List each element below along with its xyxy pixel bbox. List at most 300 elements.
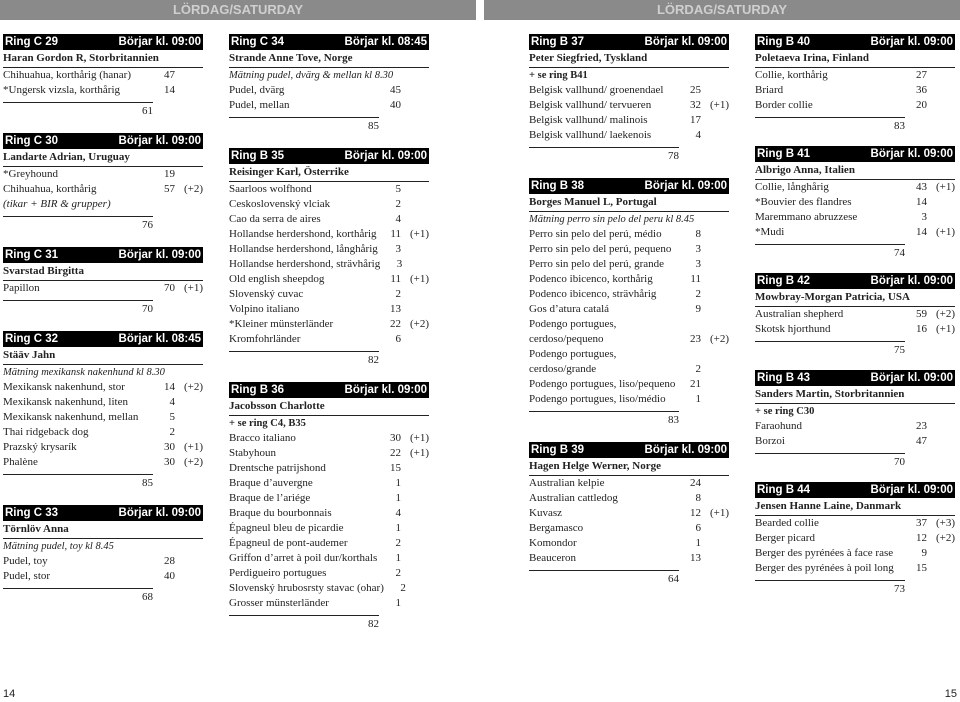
entry-count: 13 (690, 552, 701, 564)
entry-count: 36 (916, 84, 927, 96)
breed-name: Braque d’auvergne (229, 477, 313, 489)
ring-total: 76 (3, 216, 153, 233)
start-time: Börjar kl. 09:00 (118, 135, 201, 147)
extra-count (701, 242, 729, 257)
breed-name: Pudel, toy (3, 555, 48, 567)
extra-count: (+1) (709, 99, 729, 111)
entry-count: 2 (395, 537, 401, 549)
breed-row (755, 195, 955, 210)
schedule-column-4 (755, 34, 955, 597)
breed-row (529, 128, 729, 143)
entry-count: 5 (169, 411, 175, 423)
entry-count: 12 (916, 532, 927, 544)
entry-count: 28 (164, 555, 175, 567)
entry-count: 17 (690, 114, 701, 126)
ring-block (755, 273, 955, 358)
breed-name: Belgisk vallhund/ tervueren (529, 99, 652, 111)
judge-name: Stääv Jahn (3, 347, 203, 365)
breed-name: Belgisk vallhund/ groenendael (529, 84, 664, 96)
entry-count: 9 (695, 303, 701, 315)
entry-count: 47 (164, 69, 175, 81)
ring-total: 85 (229, 117, 379, 134)
extra-count: (+3) (935, 517, 955, 529)
breed-row (755, 180, 955, 195)
schedule-column-2 (229, 34, 429, 632)
breed-row (229, 461, 429, 476)
breed-name: Stabyhoun (229, 447, 277, 459)
page-number-right: 15 (944, 688, 957, 700)
entry-count (153, 197, 175, 212)
extra-count (927, 98, 955, 113)
extra-count (927, 419, 955, 434)
breed-name: Slovenský cuvac (229, 288, 304, 300)
breed-name: Old english sheepdog (229, 273, 325, 285)
entry-count: 3 (695, 258, 701, 270)
breed-row (229, 212, 429, 227)
ring-number: Ring B 43 (757, 372, 811, 384)
breed-row (529, 113, 729, 128)
breed-name: Kuvasz (529, 507, 562, 519)
breed-row (229, 98, 429, 113)
breed-row (529, 272, 729, 287)
extra-count (701, 302, 729, 317)
ring-total: 85 (3, 474, 153, 491)
day-label: LÖRDAG/SATURDAY (656, 2, 787, 17)
ring-number: Ring C 29 (5, 36, 59, 48)
breed-name: (tikar + BIR & grupper) (3, 198, 111, 210)
entry-count: 2 (395, 288, 401, 300)
extra-count: (+2) (409, 318, 429, 330)
breed-row (229, 227, 429, 242)
ring-block (755, 34, 955, 134)
judge-name: Törnlöv Anna (3, 521, 203, 539)
ring-number: Ring B 44 (757, 484, 811, 496)
schedule-column-3 (529, 34, 729, 587)
entry-count: 32 (690, 99, 701, 111)
breed-name: Pudel, dvärg (229, 84, 285, 96)
judge-name: Mowbray-Morgan Patricia, USA (755, 289, 955, 307)
entry-count: 30 (164, 441, 175, 453)
extra-count: (+1) (409, 228, 429, 240)
judge-name: Sanders Martin, Storbritannien (755, 386, 955, 404)
breed-name: Podengo portugues, cerdoso/grande (529, 348, 617, 375)
breed-row (229, 551, 429, 566)
ring-block (755, 370, 955, 470)
page-number-left: 14 (3, 688, 16, 700)
extra-count (401, 287, 429, 302)
extra-count (401, 476, 429, 491)
breed-name: Mexikansk nakenhund, liten (3, 396, 128, 408)
breed-name: Podengo portugues, cerdoso/pequeno (529, 318, 617, 345)
breed-name: Phalène (3, 456, 38, 468)
entry-count: 30 (390, 432, 401, 444)
entry-count: 40 (164, 570, 175, 582)
ring-total: 74 (755, 244, 905, 261)
breed-row (3, 182, 203, 197)
ring-header (3, 247, 203, 263)
entry-count: 8 (695, 492, 701, 504)
start-time: Börjar kl. 09:00 (870, 372, 953, 384)
ring-note: Mätning pudel, dvärg & mellan kl 8.30 (229, 70, 394, 81)
schedule-column-1 (3, 34, 203, 605)
entry-count: 19 (164, 168, 175, 180)
entry-count: 3 (921, 211, 927, 223)
judge-name: Haran Gordon R, Storbritannien (3, 50, 203, 68)
breed-row (755, 546, 955, 561)
breed-row (529, 242, 729, 257)
extra-count (927, 68, 955, 83)
breed-name: Pudel, stor (3, 570, 51, 582)
ring-number: Ring C 34 (231, 36, 285, 48)
entry-count: 2 (400, 582, 406, 594)
breed-name: Border collie (755, 99, 813, 111)
breed-row (229, 536, 429, 551)
breed-name: Faraohund (755, 420, 803, 432)
ring-header (3, 133, 203, 149)
entry-count: 14 (164, 84, 175, 96)
breed-name: Australian kelpie (529, 477, 605, 489)
ring-block (229, 34, 429, 134)
ring-header (529, 442, 729, 458)
ring-block (755, 482, 955, 597)
breed-row (3, 395, 203, 410)
ring-number: Ring B 35 (231, 150, 285, 162)
breed-name: Papillon (3, 282, 40, 294)
breed-name: Griffon d’arret à poil dur/korthals (229, 552, 378, 564)
breed-name: Épagneul de pont-audemer (229, 537, 348, 549)
page-header-right (484, 0, 960, 20)
start-time: Börjar kl. 08:45 (118, 333, 201, 345)
breed-row (229, 446, 429, 461)
ring-number: Ring B 37 (531, 36, 585, 48)
ring-number: Ring B 40 (757, 36, 811, 48)
extra-count (401, 332, 429, 347)
extra-count (401, 98, 429, 113)
entry-count: 2 (169, 426, 175, 438)
breed-row (3, 554, 203, 569)
ring-number: Ring B 42 (757, 275, 811, 287)
breed-row (529, 506, 729, 521)
entry-count: 3 (395, 243, 401, 255)
entry-count: 4 (395, 213, 401, 225)
ring-note: + se ring C30 (755, 406, 815, 417)
extra-count: (+1) (935, 181, 955, 193)
breed-row (529, 317, 729, 347)
breed-name: Épagneul bleu de picardie (229, 522, 344, 534)
judge-name: Strande Anne Tove, Norge (229, 50, 429, 68)
extra-count (175, 197, 203, 212)
ring-block (3, 331, 203, 491)
entry-count: 6 (395, 333, 401, 345)
breed-row (229, 506, 429, 521)
extra-count (401, 551, 429, 566)
ring-total: 73 (755, 580, 905, 597)
breed-row (229, 287, 429, 302)
entry-count: 11 (390, 273, 401, 285)
ring-block (229, 148, 429, 368)
breed-row (229, 476, 429, 491)
extra-count (401, 242, 429, 257)
start-time: Börjar kl. 09:00 (870, 275, 953, 287)
breed-row (755, 531, 955, 546)
extra-count: (+2) (183, 183, 203, 195)
ring-note: + se ring B41 (529, 70, 588, 81)
extra-count (401, 83, 429, 98)
breed-name: Australian cattledog (529, 492, 618, 504)
entry-count: 1 (695, 537, 701, 549)
breed-row (529, 227, 729, 242)
extra-count (927, 210, 955, 225)
page-header-left (0, 0, 476, 20)
ring-header (3, 331, 203, 347)
entry-count: 1 (395, 477, 401, 489)
extra-count (401, 521, 429, 536)
breed-name: Berger des pyrénées à poil long (755, 562, 894, 574)
ring-number: Ring C 33 (5, 507, 59, 519)
day-label: LÖRDAG/SATURDAY (172, 2, 303, 17)
extra-count (701, 272, 729, 287)
extra-count (701, 476, 729, 491)
extra-count (701, 287, 729, 302)
breed-name: Chihuahua, korthårig (3, 183, 97, 195)
entry-count: 15 (916, 562, 927, 574)
extra-count (401, 197, 429, 212)
extra-count (401, 302, 429, 317)
breed-row (529, 302, 729, 317)
breed-name: Podenco ibicenco, strävhårig (529, 288, 657, 300)
extra-count: (+1) (183, 282, 203, 294)
breed-name: Drentsche patrijshond (229, 462, 326, 474)
breed-row (529, 347, 729, 377)
breed-name: Braque de l’ariége (229, 492, 311, 504)
ring-header (755, 370, 955, 386)
breed-row (529, 551, 729, 566)
breed-row (229, 272, 429, 287)
entry-count: 11 (390, 228, 401, 240)
breed-row (229, 197, 429, 212)
breed-row (3, 380, 203, 395)
ring-note: Mätning mexikansk nakenhund kl 8.30 (3, 367, 165, 378)
ring-block (529, 442, 729, 587)
entry-count: 2 (695, 288, 701, 300)
breed-name: *Ungersk vizsla, korthårig (3, 84, 120, 96)
breed-row (755, 434, 955, 449)
breed-name: *Greyhound (3, 168, 58, 180)
extra-count (701, 83, 729, 98)
breed-row (229, 431, 429, 446)
breed-row (755, 83, 955, 98)
ring-block (3, 505, 203, 605)
ring-total: 61 (3, 102, 153, 119)
extra-count (701, 227, 729, 242)
breed-row (529, 476, 729, 491)
ring-block (229, 382, 429, 632)
breed-name: Berger des pyrénées à face rase (755, 547, 894, 559)
judge-name: Borges Manuel L, Portugal (529, 194, 729, 212)
start-time: Börjar kl. 08:45 (344, 36, 427, 48)
start-time: Börjar kl. 09:00 (344, 150, 427, 162)
entry-count: 57 (164, 183, 175, 195)
start-time: Börjar kl. 09:00 (870, 36, 953, 48)
extra-count (701, 392, 729, 407)
breed-row (529, 491, 729, 506)
breed-row (3, 410, 203, 425)
ring-number: Ring B 39 (531, 444, 585, 456)
breed-name: Collie, korthårig (755, 69, 828, 81)
entry-count: 21 (690, 378, 701, 390)
ring-header (755, 273, 955, 289)
entry-count: 4 (169, 396, 175, 408)
breed-row (3, 440, 203, 455)
breed-name: Skotsk hjorthund (755, 323, 831, 335)
entry-count: 14 (916, 226, 927, 238)
entry-count: 45 (390, 84, 401, 96)
breed-row (3, 68, 203, 83)
judge-name: Landarte Adrian, Uruguay (3, 149, 203, 167)
entry-count: 1 (395, 597, 401, 609)
entry-count: 2 (695, 363, 701, 375)
extra-count (401, 491, 429, 506)
extra-count: (+2) (935, 308, 955, 320)
breed-name: Perro sin pelo del perú, grande (529, 258, 665, 270)
entry-count: 2 (395, 198, 401, 210)
entry-count: 3 (695, 243, 701, 255)
judge-name: Jensen Hanne Laine, Danmark (755, 498, 955, 516)
breed-name: Chihuahua, korthårig (hanar) (3, 69, 131, 81)
ring-number: Ring B 41 (757, 148, 811, 160)
judge-name: Reisinger Karl, Österrike (229, 164, 429, 182)
breed-row (229, 83, 429, 98)
breed-row (755, 322, 955, 337)
breed-row (529, 98, 729, 113)
breed-name: Bearded collie (755, 517, 819, 529)
breed-row (755, 225, 955, 240)
breed-row (529, 83, 729, 98)
breed-name: Kromfohrländer (229, 333, 301, 345)
breed-row (229, 182, 429, 197)
extra-count (406, 581, 434, 596)
extra-count: (+2) (183, 381, 203, 393)
ring-total: 83 (755, 117, 905, 134)
extra-count (701, 521, 729, 536)
extra-count (402, 257, 430, 272)
extra-count (401, 461, 429, 476)
extra-count (175, 425, 203, 440)
breed-name: *Kleiner münsterländer (229, 318, 334, 330)
ring-note: Mätning perro sin pelo del peru kl 8.45 (529, 214, 695, 225)
extra-count: (+1) (709, 507, 729, 519)
start-time: Börjar kl. 09:00 (644, 180, 727, 192)
entry-count: 20 (916, 99, 927, 111)
entry-count: 70 (164, 282, 175, 294)
ring-total: 70 (3, 300, 153, 317)
entry-count: 30 (164, 456, 175, 468)
entry-count: 47 (916, 435, 927, 447)
extra-count (927, 195, 955, 210)
breed-name: Gos d’atura catalá (529, 303, 610, 315)
ring-header (229, 34, 429, 50)
breed-name: Berger picard (755, 532, 815, 544)
breed-name: Komondor (529, 537, 577, 549)
judge-name: Hagen Helge Werner, Norge (529, 458, 729, 476)
breed-name: Podengo portugues, liso/pequeno (529, 378, 676, 390)
extra-count (175, 68, 203, 83)
extra-count (401, 596, 429, 611)
ring-note: Mätning pudel, toy kl 8.45 (3, 541, 114, 552)
ring-block (529, 34, 729, 164)
breed-row (3, 569, 203, 584)
extra-count (701, 536, 729, 551)
entry-count: 1 (395, 552, 401, 564)
breed-row (755, 210, 955, 225)
entry-count: 14 (164, 381, 175, 393)
ring-total: 70 (755, 453, 905, 470)
breed-row (229, 566, 429, 581)
entry-count: 8 (695, 228, 701, 240)
breed-row (755, 516, 955, 531)
breed-name: Australian shepherd (755, 308, 844, 320)
entry-count: 1 (395, 492, 401, 504)
extra-count: (+1) (935, 226, 955, 238)
breed-name: Grosser münsterländer (229, 597, 329, 609)
breed-row (229, 257, 429, 272)
entry-count: 12 (690, 507, 701, 519)
entry-count: 59 (916, 308, 927, 320)
ring-header (3, 34, 203, 50)
entry-count: 6 (695, 522, 701, 534)
extra-count (927, 434, 955, 449)
ring-block (3, 133, 203, 233)
ring-header (755, 482, 955, 498)
start-time: Börjar kl. 09:00 (118, 36, 201, 48)
judge-name: Peter Siegfried, Tyskland (529, 50, 729, 68)
breed-row (3, 167, 203, 182)
breed-row (3, 281, 203, 296)
ring-header (229, 382, 429, 398)
extra-count (175, 569, 203, 584)
breed-row (3, 197, 203, 212)
breed-name: Slovenský hrubosrsty stavac (ohar) (229, 582, 384, 594)
extra-count: (+1) (183, 441, 203, 453)
entry-count: 1 (695, 393, 701, 405)
extra-count (701, 551, 729, 566)
ring-header (229, 148, 429, 164)
ring-header (755, 146, 955, 162)
entry-count: 27 (916, 69, 927, 81)
breed-name: Braque du bourbonnais (229, 507, 332, 519)
ring-total: 75 (755, 341, 905, 358)
breed-name: Hollandse herdershond, korthårig (229, 228, 377, 240)
extra-count (701, 377, 729, 392)
ring-header (755, 34, 955, 50)
breed-name: Collie, långhårig (755, 181, 829, 193)
start-time: Börjar kl. 09:00 (870, 148, 953, 160)
entry-count: 1 (395, 522, 401, 534)
breed-name: Pudel, mellan (229, 99, 290, 111)
extra-count (401, 182, 429, 197)
breed-row (529, 536, 729, 551)
breed-row (229, 317, 429, 332)
judge-name: Poletaeva Irina, Finland (755, 50, 955, 68)
breed-name: Volpino italiano (229, 303, 300, 315)
ring-number: Ring B 36 (231, 384, 285, 396)
breed-row (229, 596, 429, 611)
entry-count: 23 (916, 420, 927, 432)
entry-count: 14 (916, 196, 927, 208)
extra-count (927, 561, 955, 576)
breed-row (3, 83, 203, 98)
extra-count (701, 491, 729, 506)
